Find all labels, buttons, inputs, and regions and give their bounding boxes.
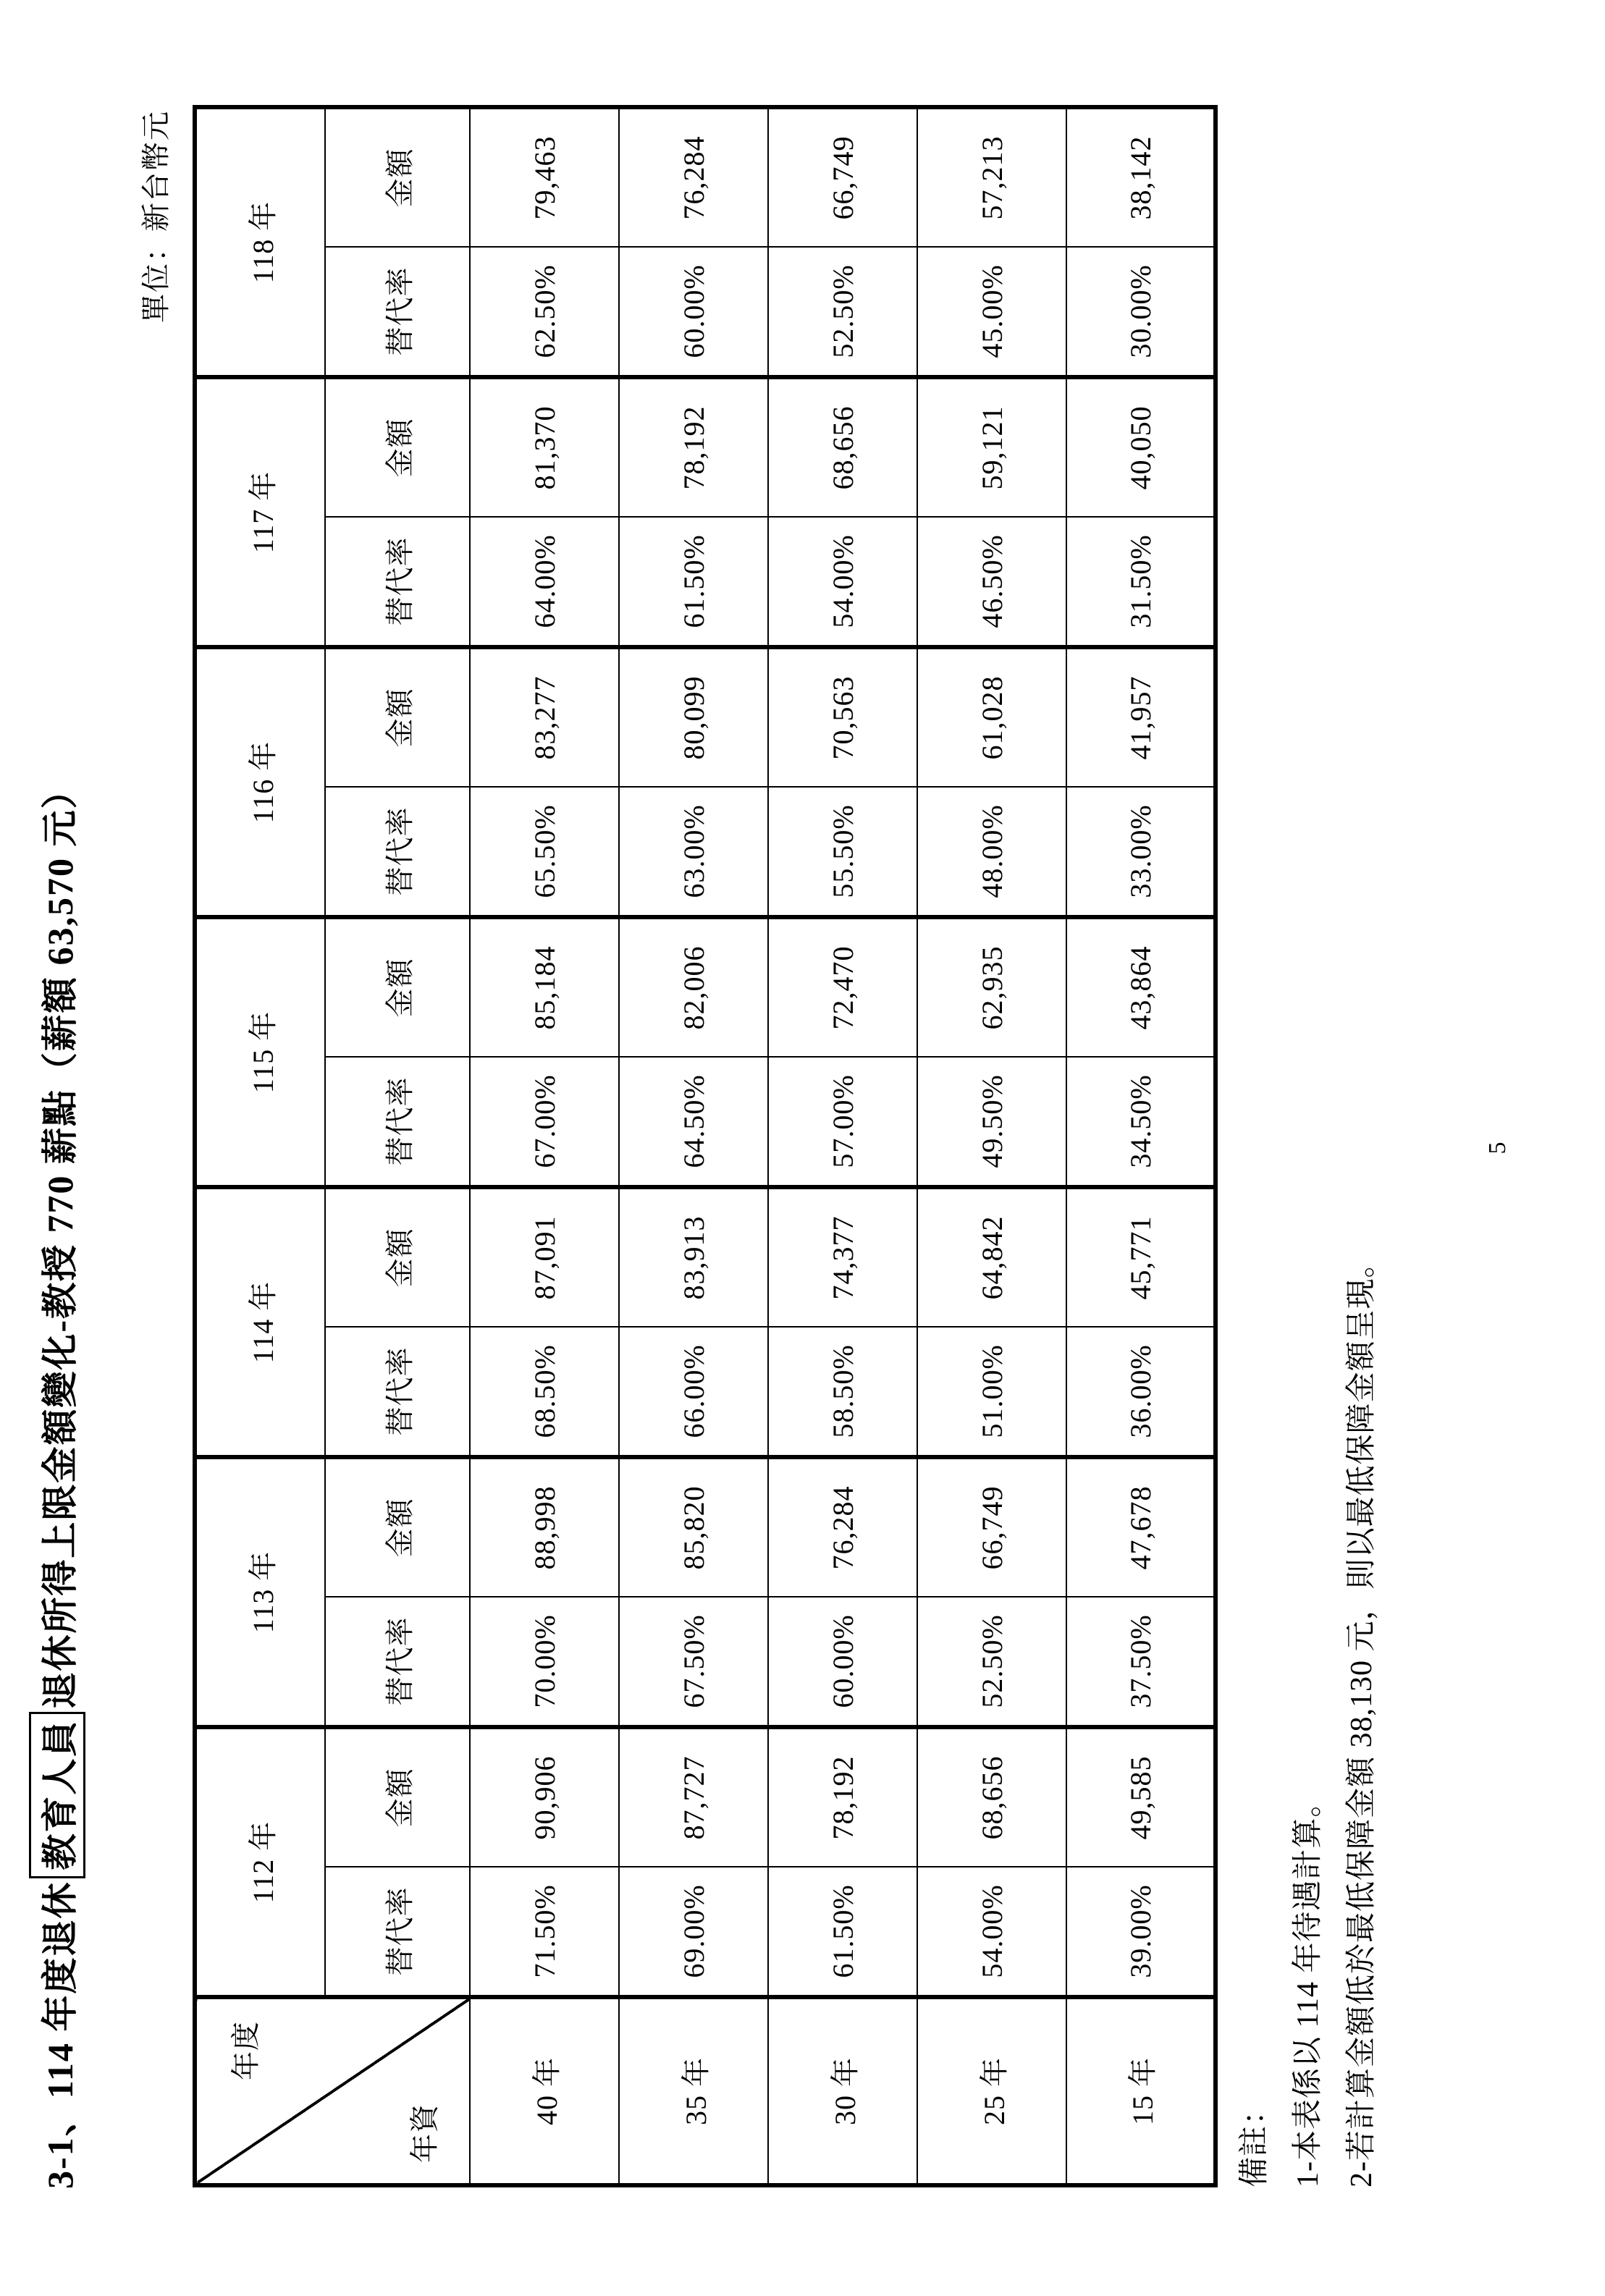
amount-cell: 76,284 (768, 1457, 917, 1597)
amount-cell: 57,213 (917, 107, 1066, 247)
rate-cell: 58.50% (768, 1327, 917, 1457)
rate-cell: 54.00% (917, 1867, 1066, 1997)
year-header: 112 年 (195, 1727, 325, 1997)
rate-cell: 48.00% (917, 787, 1066, 917)
rate-cell: 45.00% (917, 247, 1066, 377)
amount-cell: 64,842 (917, 1187, 1066, 1327)
amount-cell: 40,050 (1066, 377, 1216, 517)
notes (1228, 1247, 1389, 2188)
sub-header-rate: 替代率 (325, 1327, 470, 1457)
amount-cell: 66,749 (917, 1457, 1066, 1597)
rate-cell: 39.00% (1066, 1867, 1216, 1997)
main-table (193, 105, 1218, 2187)
rate-cell: 31.50% (1066, 517, 1216, 647)
rate-cell: 34.50% (1066, 1057, 1216, 1187)
rate-cell: 60.00% (619, 247, 768, 377)
sub-header-rate: 替代率 (325, 1597, 470, 1727)
corner-cell (195, 1997, 470, 2185)
amount-cell: 85,184 (470, 917, 619, 1057)
rate-cell: 52.50% (917, 1597, 1066, 1727)
year-header: 116 年 (195, 647, 325, 917)
amount-cell: 61,028 (917, 647, 1066, 787)
sub-header-rate: 替代率 (325, 1867, 470, 1997)
amount-cell: 87,091 (470, 1187, 619, 1327)
rate-cell: 37.50% (1066, 1597, 1216, 1727)
table-row (917, 107, 1066, 2185)
rate-cell: 70.00% (470, 1597, 619, 1727)
sub-header-rate: 替代率 (325, 787, 470, 917)
table-body (195, 107, 1216, 2185)
rate-cell: 65.50% (470, 787, 619, 917)
amount-cell: 49,585 (1066, 1727, 1216, 1867)
amount-cell: 38,142 (1066, 107, 1216, 247)
title-boxed-term: 教育人員 (29, 1712, 85, 1878)
amount-cell: 88,998 (470, 1457, 619, 1597)
amount-cell: 41,957 (1066, 647, 1216, 787)
amount-cell: 74,377 (768, 1187, 917, 1327)
corner-label-service: 年資 (408, 2103, 441, 2163)
amount-cell: 43,864 (1066, 917, 1216, 1057)
service-years-label: 15 年 (1066, 1997, 1216, 2185)
amount-cell: 83,277 (470, 647, 619, 787)
sub-header-amount: 金額 (325, 917, 470, 1057)
year-header: 114 年 (195, 1187, 325, 1457)
amount-cell: 79,463 (470, 107, 619, 247)
rate-cell: 69.00% (619, 1867, 768, 1997)
rate-cell: 61.50% (768, 1867, 917, 1997)
rate-cell: 30.00% (1066, 247, 1216, 377)
sub-header-amount: 金額 (325, 647, 470, 787)
rate-cell: 57.00% (768, 1057, 917, 1187)
rate-cell: 54.00% (768, 517, 917, 647)
year-header: 115 年 (195, 917, 325, 1187)
rate-cell: 61.50% (619, 517, 768, 647)
amount-cell: 68,656 (917, 1727, 1066, 1867)
sub-header-rate: 替代率 (325, 1057, 470, 1187)
rate-cell: 66.00% (619, 1327, 768, 1457)
year-header: 117 年 (195, 377, 325, 647)
rate-cell: 62.50% (470, 247, 619, 377)
amount-cell: 81,370 (470, 377, 619, 517)
title-suffix: 退休所得上限金額變化-教授 770 薪點（薪額 63,570 元） (40, 771, 80, 1709)
table-row (619, 107, 768, 2185)
amount-cell: 82,006 (619, 917, 768, 1057)
rate-cell: 64.50% (619, 1057, 768, 1187)
title-prefix: 3-1、114 年度退休 (40, 1881, 80, 2189)
rate-cell: 67.50% (619, 1597, 768, 1727)
amount-cell: 78,192 (768, 1727, 917, 1867)
service-years-label: 35 年 (619, 1997, 768, 2185)
table-row (768, 107, 917, 2185)
amount-cell: 45,771 (1066, 1187, 1216, 1327)
sub-header-rate: 替代率 (325, 517, 470, 647)
amount-cell: 87,727 (619, 1727, 768, 1867)
sub-header-amount: 金額 (325, 1727, 470, 1867)
rate-cell: 67.00% (470, 1057, 619, 1187)
note-item: 2-若計算金額低於最低保障金額 38,130 元，則以最低保障金額呈現。 (1345, 1246, 1378, 2187)
amount-cell: 62,935 (917, 917, 1066, 1057)
corner-label-year: 年度 (229, 2021, 262, 2080)
service-years-label: 40 年 (470, 1997, 619, 2185)
rate-cell: 49.50% (917, 1057, 1066, 1187)
amount-cell: 70,563 (768, 647, 917, 787)
amount-cell: 66,749 (768, 107, 917, 247)
rate-cell: 46.50% (917, 517, 1066, 647)
rate-cell: 33.00% (1066, 787, 1216, 917)
amount-cell: 83,913 (619, 1187, 768, 1327)
amount-cell: 90,906 (470, 1727, 619, 1867)
rate-cell: 68.50% (470, 1327, 619, 1457)
table-row (1066, 107, 1216, 2185)
service-years-label: 30 年 (768, 1997, 917, 2185)
note-item: 1-本表係以 114 年待遇計算。 (1292, 1786, 1325, 2187)
rate-cell: 36.00% (1066, 1327, 1216, 1457)
amount-cell: 85,820 (619, 1457, 768, 1597)
rate-cell: 51.00% (917, 1327, 1066, 1457)
sub-header-rate: 替代率 (325, 247, 470, 377)
amount-cell: 72,470 (768, 917, 917, 1057)
amount-cell: 68,656 (768, 377, 917, 517)
rate-cell: 52.50% (768, 247, 917, 377)
rate-cell: 63.00% (619, 787, 768, 917)
amount-cell: 47,678 (1066, 1457, 1216, 1597)
notes-heading: 備註： (1238, 2093, 1271, 2187)
year-header: 118 年 (195, 107, 325, 377)
amount-cell: 78,192 (619, 377, 768, 517)
year-header: 113 年 (195, 1457, 325, 1727)
table-row (470, 107, 619, 2185)
page-number: 5 (1484, 1141, 1511, 1155)
service-years-label: 25 年 (917, 1997, 1066, 2185)
sub-header-amount: 金額 (325, 1457, 470, 1597)
amount-cell: 59,121 (917, 377, 1066, 517)
amount-cell: 80,099 (619, 647, 768, 787)
rate-cell: 60.00% (768, 1597, 917, 1727)
amount-cell: 76,284 (619, 107, 768, 247)
rate-cell: 71.50% (470, 1867, 619, 1997)
sub-header-amount: 金額 (325, 377, 470, 517)
page-title (29, 771, 85, 2189)
rate-cell: 64.00% (470, 517, 619, 647)
unit-label: 單位：新台幣元 (140, 110, 172, 323)
sub-header-amount: 金額 (325, 107, 470, 247)
rate-cell: 55.50% (768, 787, 917, 917)
sub-header-amount: 金額 (325, 1187, 470, 1327)
